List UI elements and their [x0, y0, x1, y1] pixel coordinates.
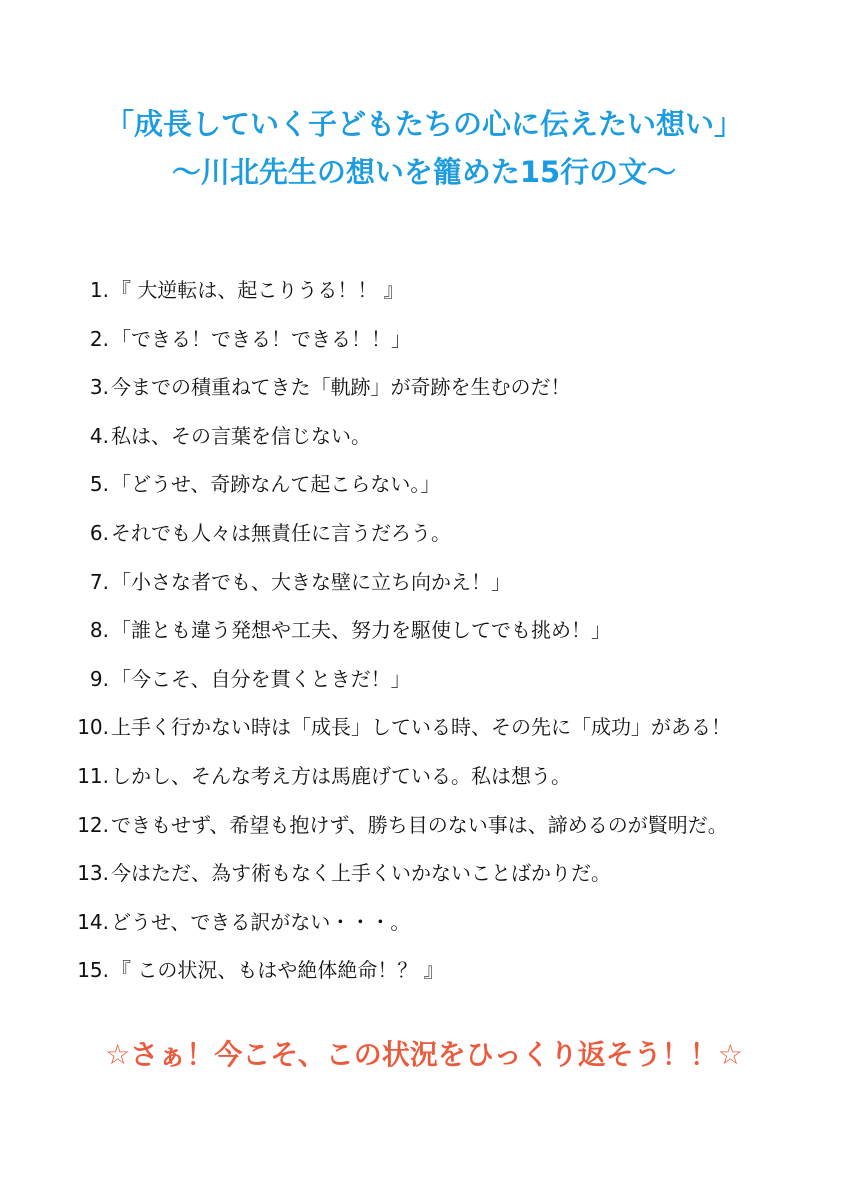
list-item-text: 「小さな者でも、大きな壁に立ち向かえ！」 [111, 569, 511, 594]
list-item-10 [0, 707, 848, 756]
list-item-8 [0, 610, 848, 659]
list-item-number: 12. [77, 812, 109, 837]
list-item-number: 14. [77, 909, 109, 934]
list-item-text: 私は、その言葉を信じない。 [111, 423, 371, 448]
list-item-number: 9. [89, 666, 109, 691]
list-item-text: できもせず、希望も抱けず、勝ち目のない事は、諦めるのが賢明だ。 [111, 812, 728, 837]
list-item-number: 13. [77, 861, 109, 886]
list-item-text: 「今こそ、自分を貫くときだ！」 [111, 666, 411, 691]
list-item-14 [0, 902, 848, 951]
list-item-11 [0, 756, 848, 805]
list-item-12 [0, 805, 848, 854]
list-item-text: それでも人々は無責任に言うだろう。 [111, 520, 451, 545]
list-item-text: 『 大逆転は、起こりうる！！ 』 [111, 278, 404, 302]
list-item-6 [0, 513, 848, 562]
list-item-number: 6. [89, 520, 109, 545]
list-item-text: 「どうせ、奇跡なんて起こらない。」 [111, 472, 441, 497]
list-item-number: 8. [89, 618, 109, 643]
list-item-number: 7. [89, 569, 109, 594]
list-item-text: 「できる！できる！できる！！」 [111, 326, 411, 351]
title-line-1: 「成長していく子どもたちの心に伝えたい想い」 [104, 107, 743, 141]
list-item-text: 上手く行かない時は「成長」している時、その先に「成功」がある！ [111, 715, 731, 740]
list-item-4 [0, 416, 848, 465]
list-item-7 [0, 562, 848, 611]
list-item-number: 11. [77, 763, 109, 788]
closing-message: ☆さぁ！今こそ、この状況をひっくり返そう！！☆ [105, 1038, 743, 1071]
title-line-2: 〜川北先生の想いを籠めた15行の文〜 [171, 155, 677, 189]
list-item-5 [0, 464, 848, 513]
list-item-13 [0, 853, 848, 902]
list-item-2 [0, 319, 848, 368]
list-item-text: 今はただ、為す術もなく上手くいかないことばかりだ。 [111, 861, 611, 886]
list-item-text: しかし、そんな考え方は馬鹿げている。私は想う。 [111, 763, 571, 788]
list-item-text: 今までの積重ねてきた「軌跡」が奇跡を生むのだ！ [111, 375, 571, 400]
document-title [0, 100, 848, 196]
list-item-text: どうせ、できる訳がない・・・。 [111, 909, 411, 934]
list-item-number: 2. [89, 326, 109, 351]
list-item-number: 3. [89, 375, 109, 400]
list-item-9 [0, 659, 848, 708]
list-item-number: 15. [77, 958, 109, 983]
list-item-text: 「誰とも違う発想や工夫、努力を駆使してでも挑め！」 [111, 618, 611, 643]
list-item-number: 5. [89, 472, 109, 497]
list-item-number: 4. [89, 423, 109, 448]
list-item-number: 10. [77, 715, 109, 740]
list-item-text: 『 この状況、もはや絶体絶命！？ 』 [111, 958, 444, 983]
list-item-1 [0, 270, 848, 319]
list-item-15 [0, 950, 848, 999]
numbered-list [0, 270, 848, 999]
list-item-3 [0, 367, 848, 416]
list-item-number: 1. [89, 278, 109, 302]
